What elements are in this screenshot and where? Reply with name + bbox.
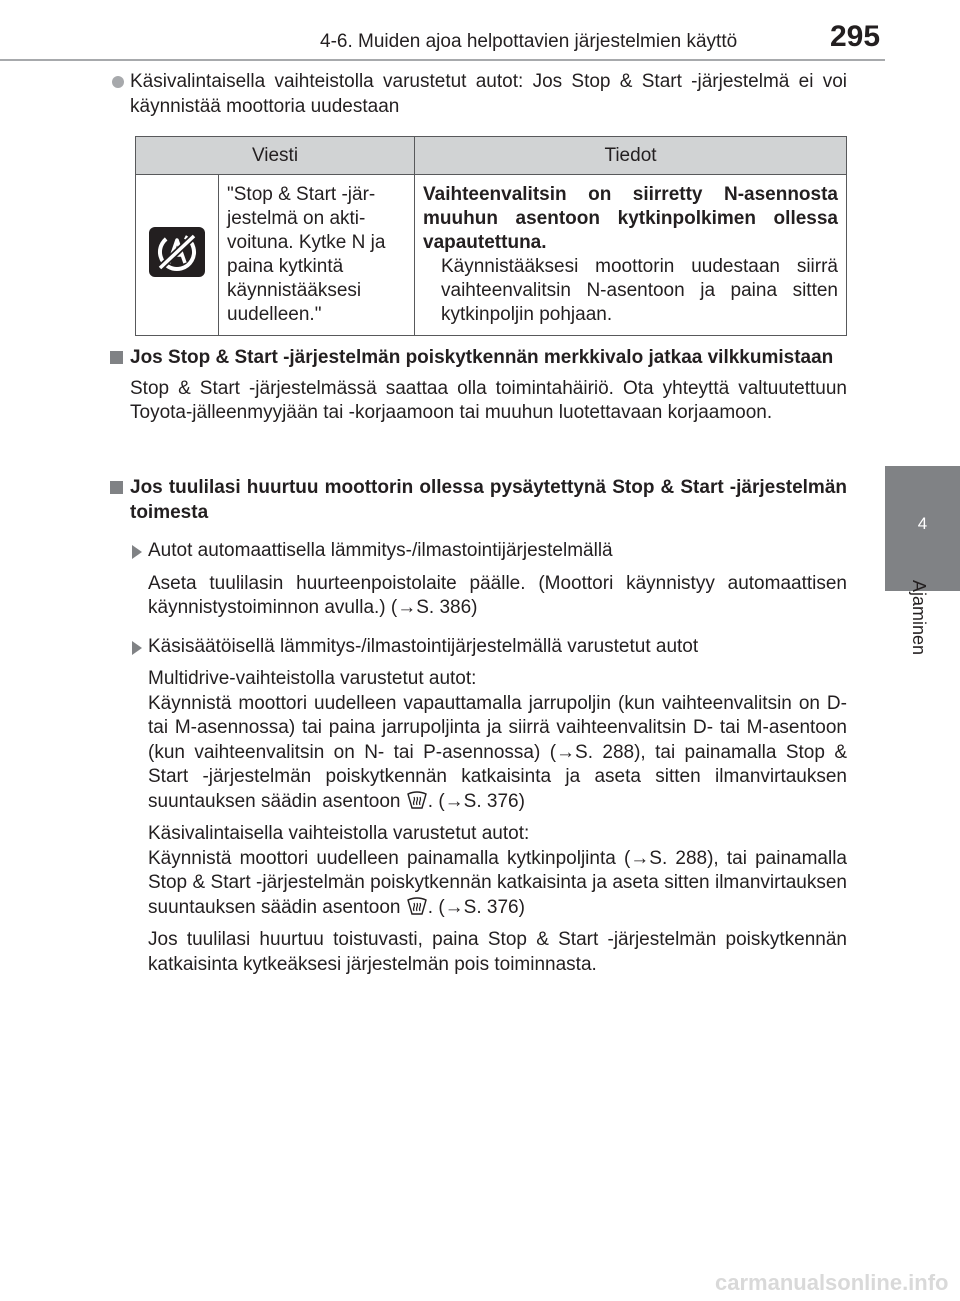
square-bullet-icon (110, 481, 123, 494)
p1-line1: Multidrive-vaihteistolla varustetut autot: (148, 668, 477, 689)
sub1-title: Autot automaattisella lämmitys-/ilmastointijärjestelmällä (148, 540, 613, 561)
stop-start-off-icon (148, 226, 206, 278)
watermark: carmanualsonline.info (715, 1270, 949, 1295)
message-table (135, 136, 847, 336)
p3: Jos tuulilasi huurtuu toistuvasti, paina Stop & Start -järjestelmän poiskytkennän katkaisinta kytkeäksesi järjestelmän pois toiminnasta. (148, 929, 847, 975)
sub2-title-wrap (110, 635, 847, 660)
sub1-title-wrap (110, 539, 847, 564)
intro (130, 70, 847, 119)
header-message: Viesti (136, 137, 415, 175)
p2-text-a: Käynnistä moottori uudelleen painamalla kytkinpoljinta (→S. 288), tai painamalla Stop & Start -järjestelmän poiskytkennän katkaisinta ja aseta sitten ilmanvirtauksen suuntauksen säädin asentoon (148, 847, 847, 918)
sub1-body: Aseta tuulilasin huurteenpoistolaite päälle. (Moottori käynnistyy automaattisen käynnistystoiminnon avulla.) (→S. 386) (148, 572, 847, 618)
section2-heading-wrap (110, 476, 847, 525)
section1-heading-wrap (110, 346, 847, 371)
p2-text-b: . (→S. 376) (427, 896, 525, 918)
section1-body: Stop & Start -järjestelmässä saattaa olla toimintahäiriö. Ota yhteyttä valtuutettuun Toyota-jälleenmyyjään tai -korjaamoon tai muuhun luotettavaan korjaamoon. (130, 377, 847, 423)
info-cell (415, 175, 847, 336)
chapter-number: 4 (917, 514, 928, 533)
p1 (110, 667, 847, 814)
info-text: Käynnistääksesi moottorin uudestaan siirrä vaihteenvalitsin N-asentoon ja paina sitten kytkinpoljin pohjaan. (441, 256, 838, 325)
section-windshield (110, 476, 847, 977)
p2-line1: Käsivalintaisella vaihteistolla varustetut autot: (148, 823, 530, 844)
bullet-dot-icon (112, 76, 124, 88)
header-divider (0, 59, 885, 61)
intro-bullet (112, 70, 847, 119)
square-bullet-icon (110, 351, 123, 364)
page-number: 295 (830, 20, 881, 53)
triangle-bullet-icon (132, 641, 142, 655)
chapter-label: Ajaminen (909, 580, 929, 656)
chapter-label-wrap (905, 580, 933, 670)
p2 (110, 822, 847, 920)
table-row (136, 175, 847, 336)
section1-heading: Jos Stop & Start -järjestelmän poiskytkennän merkkivalo jatkaa vilkkumistaan (130, 347, 834, 368)
table-header-row (136, 137, 847, 175)
page-header (0, 0, 960, 60)
sub2-title: Käsisäätöisellä lämmitys-/ilmastointijärjestelmällä varustetut autot (148, 635, 699, 657)
section-title: 4-6. Muiden ajoa helpottavien järjestelmien käyttö (320, 31, 738, 52)
defroster-vent-icon (406, 790, 428, 810)
section2-heading: Jos tuulilasi huurtuu moottorin ollessa pysäytettynä Stop & Start -järjestelmän toimesta (130, 477, 847, 523)
intro-bullet-text: Käsivalintaisella vaihteistolla varustetut autot: Jos Stop & Start -järjestelmä ei voi käynnistää moottoria uudestaan (130, 71, 847, 117)
icon-cell (136, 175, 219, 336)
p1-text-a: Käynnistä moottori uudelleen vapauttamalla jarrupoljin (kun vaihteenvalitsin on D- tai M-asennossa) tai paina jarrupoljinta ja siirrä vaihteenvalitsin D- tai M-asentoon (kun vaihteenvalitsin on N- tai P-asennossa) (→S. 288), tai painamalla Stop & Start -järjestelmän poiskytkennän katkaisinta ja aseta sitten ilmanvirtauksen suuntauksen säädin asentoon (148, 692, 847, 812)
triangle-bullet-icon (132, 545, 142, 559)
info-bold: Vaihteenvalitsin on siirretty N-asennosta muuhun asentoon kytkinpolkimen ollessa vapautettuna. (423, 184, 838, 253)
header-info: Tiedot (415, 137, 847, 175)
chapter-tab (885, 466, 960, 591)
defroster-vent-icon (406, 896, 428, 916)
section-blinking-indicator (110, 346, 847, 426)
p1-text-b: . (→S. 376) (427, 790, 525, 812)
message-cell: "Stop & Start -järjestelmä on aktivoituna. Kytke N ja paina kytkintä käynnistääksesi uudelleen." (219, 175, 415, 336)
